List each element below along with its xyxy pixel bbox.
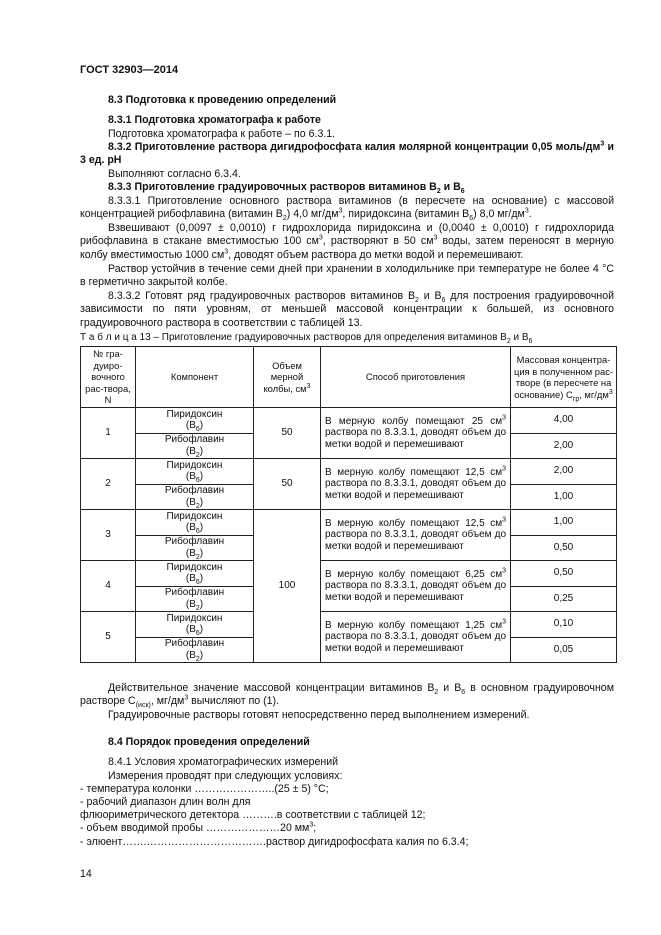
method: В мерную колбу помещают 12,5 $см^3$ раствора по 8.3.3.1, доводят объем до метки водой и перемешивают (321, 459, 511, 510)
concentration-value: 0,05 (511, 637, 617, 663)
flask-volume: 100 (254, 510, 321, 663)
paragraph-stability: Раствор устойчив в течение семи дней при хранении в холодильнике при температуре не более 4 °С в герметично закрытой колбе. (80, 263, 614, 289)
header-concentration: Массовая концентра-ция в полученном рас-творе (в пересчете на основание) $C_{гр}$, $мг/дм^3$ (511, 347, 617, 408)
component-riboflavin: Рибофлавин $(B_2)$ (136, 433, 254, 459)
component-pyridoxine: Пиридоксин $(B_6)$ (136, 510, 254, 536)
component-pyridoxine: Пиридоксин $(B_6)$ (136, 408, 254, 434)
row-number: 5 (81, 612, 136, 663)
table-row (81, 408, 617, 434)
row-number: 3 (81, 510, 136, 561)
table-row (81, 612, 617, 638)
condition-eluent: - элюент…….…………………………….раствор дигидрофосфата калия по 6.3.4; (80, 836, 469, 848)
table-row (81, 459, 617, 485)
condition-column-temp: - температура колонки …………………..(25 ± 5) °С; (80, 783, 329, 795)
condition-detector: флюориметрического детектора ……….в соответствии с таблицей 12; (80, 809, 426, 821)
table-header-row (81, 347, 617, 408)
concentration-value: 4,00 (511, 408, 617, 434)
table-13 (80, 346, 617, 663)
section-8-3-1-title: 8.3.1 Подготовка хроматографа к работе (108, 114, 321, 126)
component-pyridoxine: Пиридоксин $(B_6)$ (136, 612, 254, 638)
component-pyridoxine: Пиридоксин $(B_6)$ (136, 459, 254, 485)
component-riboflavin: Рибофлавин $(B_2)$ (136, 586, 254, 612)
section-8-4-1-title: 8.4.1 Условия хроматографических измерений (108, 756, 339, 768)
paragraph-prepare-before: Градуировочные растворы готовят непосредственно перед выполнением измерений. (108, 709, 530, 721)
flask-volume: 50 (254, 408, 321, 459)
concentration-value: 0,25 (511, 586, 617, 612)
section-8-3-title: 8.3 Подготовка к проведению определений (108, 94, 337, 106)
component-pyridoxine: Пиридоксин $(B_6)$ (136, 561, 254, 587)
concentration-value: 0,10 (511, 612, 617, 638)
section-8-3-2-title: 8.3.2 Приготовление раствора дигидрофосфата калия молярной концентрации 0,05 моль/$дм^3$ и 3 ед. рН (80, 140, 614, 167)
section-8-4-title: 8.4 Порядок проведения определений (108, 736, 310, 748)
header-volume: Объем мерной колбы, $см^3$ (254, 347, 321, 408)
paragraph-8-3-3-1: 8.3.3.1 Приготовление основного раствора витаминов (в пересчете на основание) с массовой концентрацией рибофлавина (витамин $В_2$) 4,0 $мг/дм^3$, пиридоксина (витамин $В_6$) 8,0 $мг/дм^3$. (80, 195, 614, 223)
component-riboflavin: Рибофлавин $(B_2)$ (136, 484, 254, 510)
method: В мерную колбу помещают 1,25 $см^3$ раствора по 8.3.3.1, доводят объем до метки водой и перемешивают (321, 612, 511, 663)
concentration-value: 2,00 (511, 459, 617, 485)
table-row (81, 561, 617, 587)
section-8-3-3-title: 8.3.3 Приготовление градуировочных растворов витаминов $В_2$ и $В_6$ (108, 181, 465, 196)
concentration-value: 0,50 (511, 561, 617, 587)
condition-wavelength: - рабочий диапазон длин волн для (80, 796, 251, 808)
component-riboflavin: Рибофлавин $(B_2)$ (136, 535, 254, 561)
concentration-value: 1,00 (511, 510, 617, 536)
condition-sample-volume: - объем вводимой пробы …………………20 $мм^3$; (80, 821, 317, 834)
doc-header: ГОСТ 32903—2014 (80, 64, 179, 76)
table-row (81, 510, 617, 536)
conditions-intro: Измерения проводят при следующих условиях: (108, 770, 343, 782)
row-number: 2 (81, 459, 136, 510)
table-13-caption: Т а б л и ц а 13 – Приготовление градуировочных растворов для определения витаминов $В_2$ и $В_6$ (80, 332, 533, 345)
paragraph-weighing: Взвешивают (0,0097 ± 0,0010) г гидрохлорида пиридоксина и (0,0040 ± 0,0010) г гидрохлорида рибофлавина в стакане вместимостью 100 $см^3$, растворяют в 50 $см^3$ воды, затем переносят в мерную колбу вместимостью 1000 $см^3$, доводят объем раствора до метки водой и перемешивают. (80, 222, 614, 261)
concentration-value: 2,00 (511, 433, 617, 459)
page-number: 14 (80, 868, 92, 880)
row-number: 1 (81, 408, 136, 459)
section-8-3-1-text: Подготовка хроматографа к работе – по 6.3.1. (108, 128, 336, 140)
header-component: Компонент (136, 347, 254, 408)
paragraph-8-3-3-2: 8.3.3.2 Готовят ряд градуировочных растворов витаминов $В_2$ и $В_6$ для построения градуировочной зависимости по пяти уровням, от меньшей массовой концентрации к большей, из основного градуировочного раствора в соответствии с таблицей 13. (80, 290, 615, 329)
flask-volume: 50 (254, 459, 321, 510)
section-8-3-2-text: Выполняют согласно 6.3.4. (108, 168, 241, 180)
component-riboflavin: Рибофлавин $(B_2)$ (136, 637, 254, 663)
header-method: Способ приготовления (321, 347, 511, 408)
concentration-value: 1,00 (511, 484, 617, 510)
paragraph-actual-value: Действительное значение массовой концентрации витаминов $В_2$ и $В_6$ в основном градуировочном растворе $C_{(иск)}$, $мг/дм^3$ вычисляют по (1). (80, 682, 614, 710)
row-number: 4 (81, 561, 136, 612)
method: В мерную колбу помещают 6,25 $см^3$ раствора по 8.3.3.1, доводят объем до метки водой и перемешивают (321, 561, 511, 612)
concentration-value: 0,50 (511, 535, 617, 561)
method: В мерную колбу помещают 12,5 $см^3$ раствора по 8.3.3.1, доводят объем до метки водой и перемешивают (321, 510, 511, 561)
method: В мерную колбу помещают 25 $см^3$ раствора по 8.3.3.1, доводят объем до метки водой и перемешивают (321, 408, 511, 459)
header-n: № гра-дуиро-вочного рас-твора, N (81, 347, 136, 408)
